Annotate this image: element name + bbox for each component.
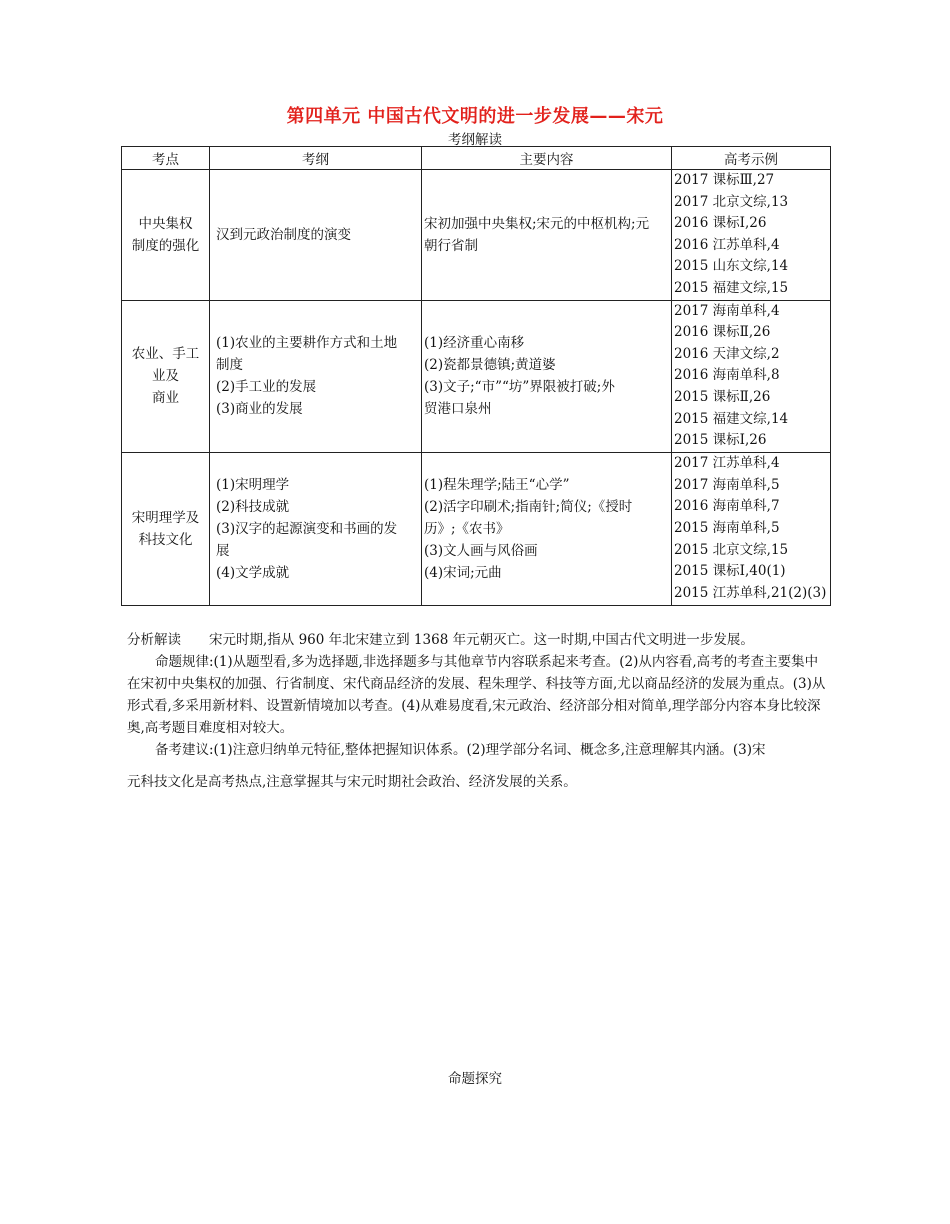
cell-line: 2015 福建文综,15 xyxy=(674,279,789,296)
section-footer-title: 命题探究 xyxy=(448,1071,502,1087)
cell-line: 2015 课标Ⅱ,26 xyxy=(674,388,771,405)
cell-outline xyxy=(210,170,422,301)
section-subtitle: 考纲解读 xyxy=(448,132,502,148)
cell-line: (3)文子;“市”“坊”界限被打破;外 xyxy=(424,379,615,396)
cell-line: 贸港口泉州 xyxy=(424,401,492,418)
header-outline: 考纲 xyxy=(210,147,422,170)
cell-line: 制度 xyxy=(216,357,243,374)
cell-line: 2015 山东文综,14 xyxy=(674,258,789,275)
header-content: 主要内容 xyxy=(422,147,672,170)
analysis-label: 分析解读 xyxy=(127,632,181,648)
cell-line: 2015 海南单科,5 xyxy=(674,519,780,536)
cell-examples xyxy=(672,452,831,605)
cell-outline xyxy=(210,452,422,605)
analysis-rules: 命题规律:(1)从题型看,多为选择题,非选择题多与其他章节内容联系起来考查。(2)从内容看,高考的考查主要集中在宋初中央集权的加强、行省制度、宋代商品经济的发展、程朱理学、科技等方面,尤以商品经济的发展为重点。(3)从形式看,多采用新材料、设置新情境加以考查。(4)从难易度看,宋元政治、经济部分相对简单,理学部分内容本身比较深奥,高考题目难度相对较大。 xyxy=(127,654,826,736)
cell-line: (3)汉字的起源演变和书画的发 xyxy=(216,520,398,537)
cell-point xyxy=(122,300,210,452)
cell-line: 2016 海南单科,7 xyxy=(674,498,780,515)
cell-line: 2016 课标Ⅱ,26 xyxy=(674,324,771,341)
cell-content xyxy=(422,452,672,605)
exam-outline-table xyxy=(121,146,831,606)
cell-line: (1)宋明理学 xyxy=(216,476,290,493)
cell-line: 农业、手工 xyxy=(131,346,200,363)
cell-line: (1)经济重心南移 xyxy=(424,335,525,352)
header-examples: 高考示例 xyxy=(672,147,831,170)
cell-line: 2016 课标Ⅰ,26 xyxy=(674,215,767,232)
table-row xyxy=(122,452,831,605)
table-header-row xyxy=(122,147,831,170)
analysis-advice-line-1: 备考建议:(1)注意归纳单元特征,整体把握知识体系。(2)理学部分名词、概念多,注意理解其内涵。(3)宋 xyxy=(155,742,766,758)
cell-line: 2015 课标Ⅰ,26 xyxy=(674,432,767,449)
header-point: 考点 xyxy=(122,147,210,170)
analysis-advice-line-2: 元科技文化是高考热点,注意掌握其与宋元时期社会政治、经济发展的关系。 xyxy=(127,774,577,790)
cell-line: 科技文化 xyxy=(138,531,193,548)
cell-line: 2015 江苏单科,21(2)(3) xyxy=(674,584,827,601)
cell-line: 制度的强化 xyxy=(131,237,200,254)
cell-line: 汉到元政治制度的演变 xyxy=(216,226,351,243)
analysis-intro xyxy=(127,629,827,651)
cell-line: (3)商业的发展 xyxy=(216,401,303,418)
cell-line: (1)程朱理学;陆王“心学” xyxy=(424,476,570,493)
cell-content xyxy=(422,170,672,301)
cell-line: (1)农业的主要耕作方式和土地 xyxy=(216,335,398,352)
cell-line: 展 xyxy=(216,542,230,559)
cell-line: 2016 天津文综,2 xyxy=(674,345,780,362)
cell-content xyxy=(422,300,672,452)
cell-line: 2016 江苏单科,4 xyxy=(674,236,780,253)
cell-line: 历》;《农书》 xyxy=(424,520,510,537)
cell-line: 宋初加强中央集权;宋元的中枢机构;元 xyxy=(424,215,650,232)
cell-point xyxy=(122,452,210,605)
cell-line: 商业 xyxy=(152,390,179,407)
cell-line: (2)科技成就 xyxy=(216,498,290,515)
cell-line: 2016 海南单科,8 xyxy=(674,367,780,384)
cell-line: 2017 北京文综,13 xyxy=(674,193,789,210)
analysis-intro-text: 宋元时期,指从 960 年北宋建立到 1368 年元朝灭亡。这一时期,中国古代文明进一步发展。 xyxy=(209,632,754,648)
cell-line: 2015 北京文综,15 xyxy=(674,541,789,558)
table-row xyxy=(122,170,831,301)
cell-outline xyxy=(210,300,422,452)
cell-line: (3)文人画与风俗画 xyxy=(424,542,538,559)
cell-line: 业及 xyxy=(152,368,179,385)
cell-line: 宋明理学及 xyxy=(131,509,200,526)
cell-line: (2)瓷都景德镇;黄道婆 xyxy=(424,357,556,374)
cell-line: 中央集权 xyxy=(138,215,193,232)
table-row xyxy=(122,300,831,452)
cell-point xyxy=(122,170,210,301)
cell-line: 2017 江苏单科,4 xyxy=(674,455,780,472)
cell-line: 2017 海南单科,5 xyxy=(674,476,780,493)
cell-line: 2017 海南单科,4 xyxy=(674,302,780,319)
cell-examples xyxy=(672,170,831,301)
cell-line: 朝行省制 xyxy=(424,237,478,254)
cell-line: 2015 福建文综,14 xyxy=(674,410,789,427)
cell-line: (4)宋词;元曲 xyxy=(424,564,502,581)
cell-line: 2017 课标Ⅲ,27 xyxy=(674,172,775,188)
analysis-section xyxy=(127,629,827,793)
cell-examples xyxy=(672,300,831,452)
cell-line: (4)文学成就 xyxy=(216,564,290,581)
cell-line: (2)手工业的发展 xyxy=(216,379,317,396)
cell-line: 2015 课标Ⅰ,40(1) xyxy=(674,563,786,580)
cell-line: (2)活字印刷术;指南针;简仪;《授时 xyxy=(424,498,633,515)
unit-title: 第四单元 中国古代文明的进一步发展——宋元 xyxy=(286,106,664,127)
